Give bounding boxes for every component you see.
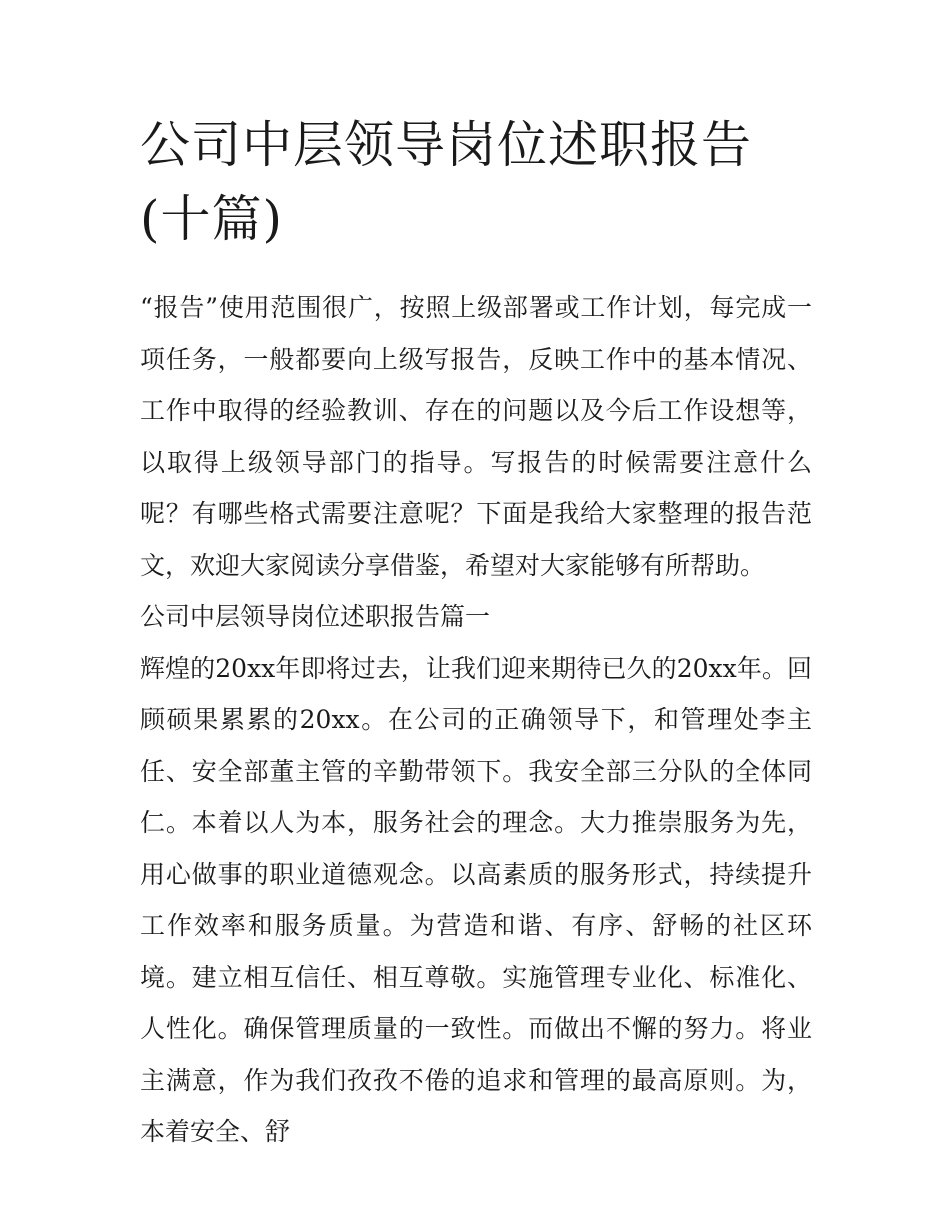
body-paragraph: 辉煌的20xx年即将过去，让我们迎来期待已久的20xx年。回顾硕果累累的20xx。在公司的正确领导下，和管理处李主任、安全部董主管的辛勤带领下。我安全部三分队的全体同仁。本着以人为本，服务社会的理念。大力推崇服务为先，用心做事的职业道德观念。以高素质的服务形式，持续提升工作效率和服务质量。为营造和谐、有序、舒畅的社区环境。建立相互信任、相互尊敬。实施管理专业化、标准化、人性化。确保管理质量的一致性。而做出不懈的努力。将业主满意，作为我们孜孜不倦的追求和管理的最高原则。为，本着安全、舒 (140, 653, 812, 1146)
document-page (140, 108, 812, 1158)
document-title: 公司中层领导岗位述职报告(十篇) (140, 116, 752, 248)
section-heading: 公司中层领导岗位述职报告篇一 (140, 602, 491, 631)
intro-paragraph: “报告”使用范围很广，按照上级部署或工作计划，每完成一项任务，一般都要向上级写报告，反映工作中的基本情况、工作中取得的经验教训、存在的问题以及今后工作设想等，以取得上级领导部门的指导。写报告的时候需要注意什么呢？有哪些格式需要注意呢？下面是我给大家整理的报告范文，欢迎大家阅读分享借鉴，希望对大家能够有所帮助。 (140, 293, 812, 580)
